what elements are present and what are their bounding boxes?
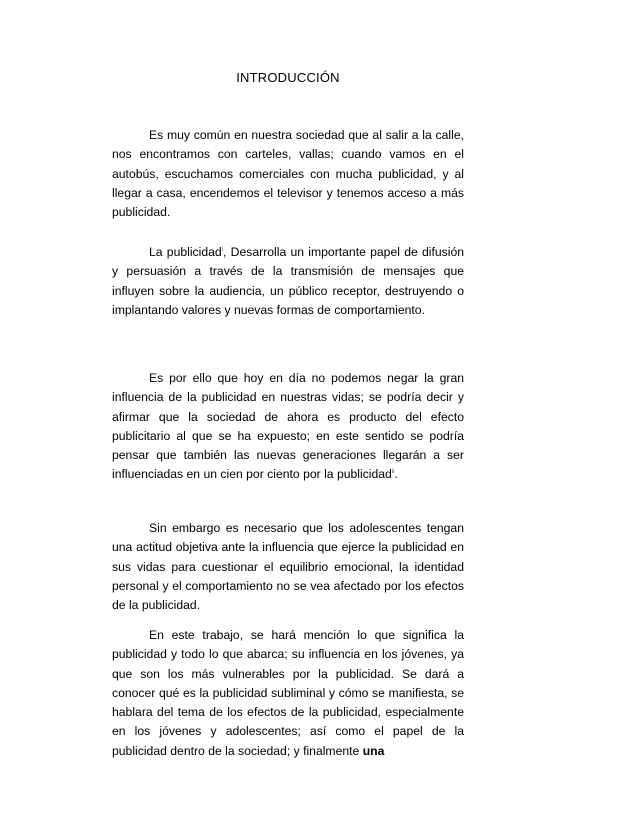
footnote-marker-ii: ii [391,469,395,476]
paragraph-5 [112,626,464,761]
paragraph-3-text-start: Es por ello que hoy en día no podemos negar la gran influencia de la publicidad en nuestras vidas; se podría decir y afirmar que la sociedad de ahora es producto del efecto publicitario al que se ha expuesto; en este sentido se podría pensar que también las nuevas generaciones llegarán a ser influenciadas en un cien por ciento por la publicidad [112,371,464,482]
paragraph-4 [112,519,464,615]
paragraph-3 [112,369,464,485]
paragraph-4-text: Sin embargo es necesario que los adolescentes tengan una actitud objetiva ante la influencia que ejerce la publicidad en sus vidas para cuestionar el equilibrio emocional, la identidad personal y el comportamiento no se vea afectado por los efectos de la publicidad. [112,521,464,613]
paragraph-2-text-end: , Desarrolla un importante papel de difusión y persuasión a través de la transmisión de mensajes que influyen sobre la audiencia, un público receptor, destruyendo o implantando valores y nuevas formas de comportamiento. [112,245,465,317]
page-title: INTRODUCCIÓN [236,70,340,85]
paragraph-2 [112,243,464,320]
paragraph-1 [112,126,464,222]
paragraph-1-text: Es muy común en nuestra sociedad que al salir a la calle, nos encontramos con carteles, vallas; cuando vamos en el autobús, escuchamos comerciales con mucha publicidad, y al llegar a casa, encendemos el televisor y tenemos acceso a más publicidad. [112,128,464,220]
paragraph-3-text-end: . [394,467,398,482]
paragraph-5-text: En este trabajo, se hará mención lo que significa la publicidad y todo lo que abarca; su influencia en los jóvenes, ya que son los más vulnerables por la publicidad. Se dará a conocer qué es la publicidad subliminal y cómo se manifiesta, se hablara del tema de los efectos de la publicidad, especialmente en los jóvenes y adolescentes; así como el papel de la publicidad dentro de la sociedad; y finalmente [112,628,464,758]
paragraph-5-bold-word: una [362,743,385,758]
footnote-marker-i: i [221,247,224,253]
paragraph-2-text-start: La publicidad [149,245,222,259]
